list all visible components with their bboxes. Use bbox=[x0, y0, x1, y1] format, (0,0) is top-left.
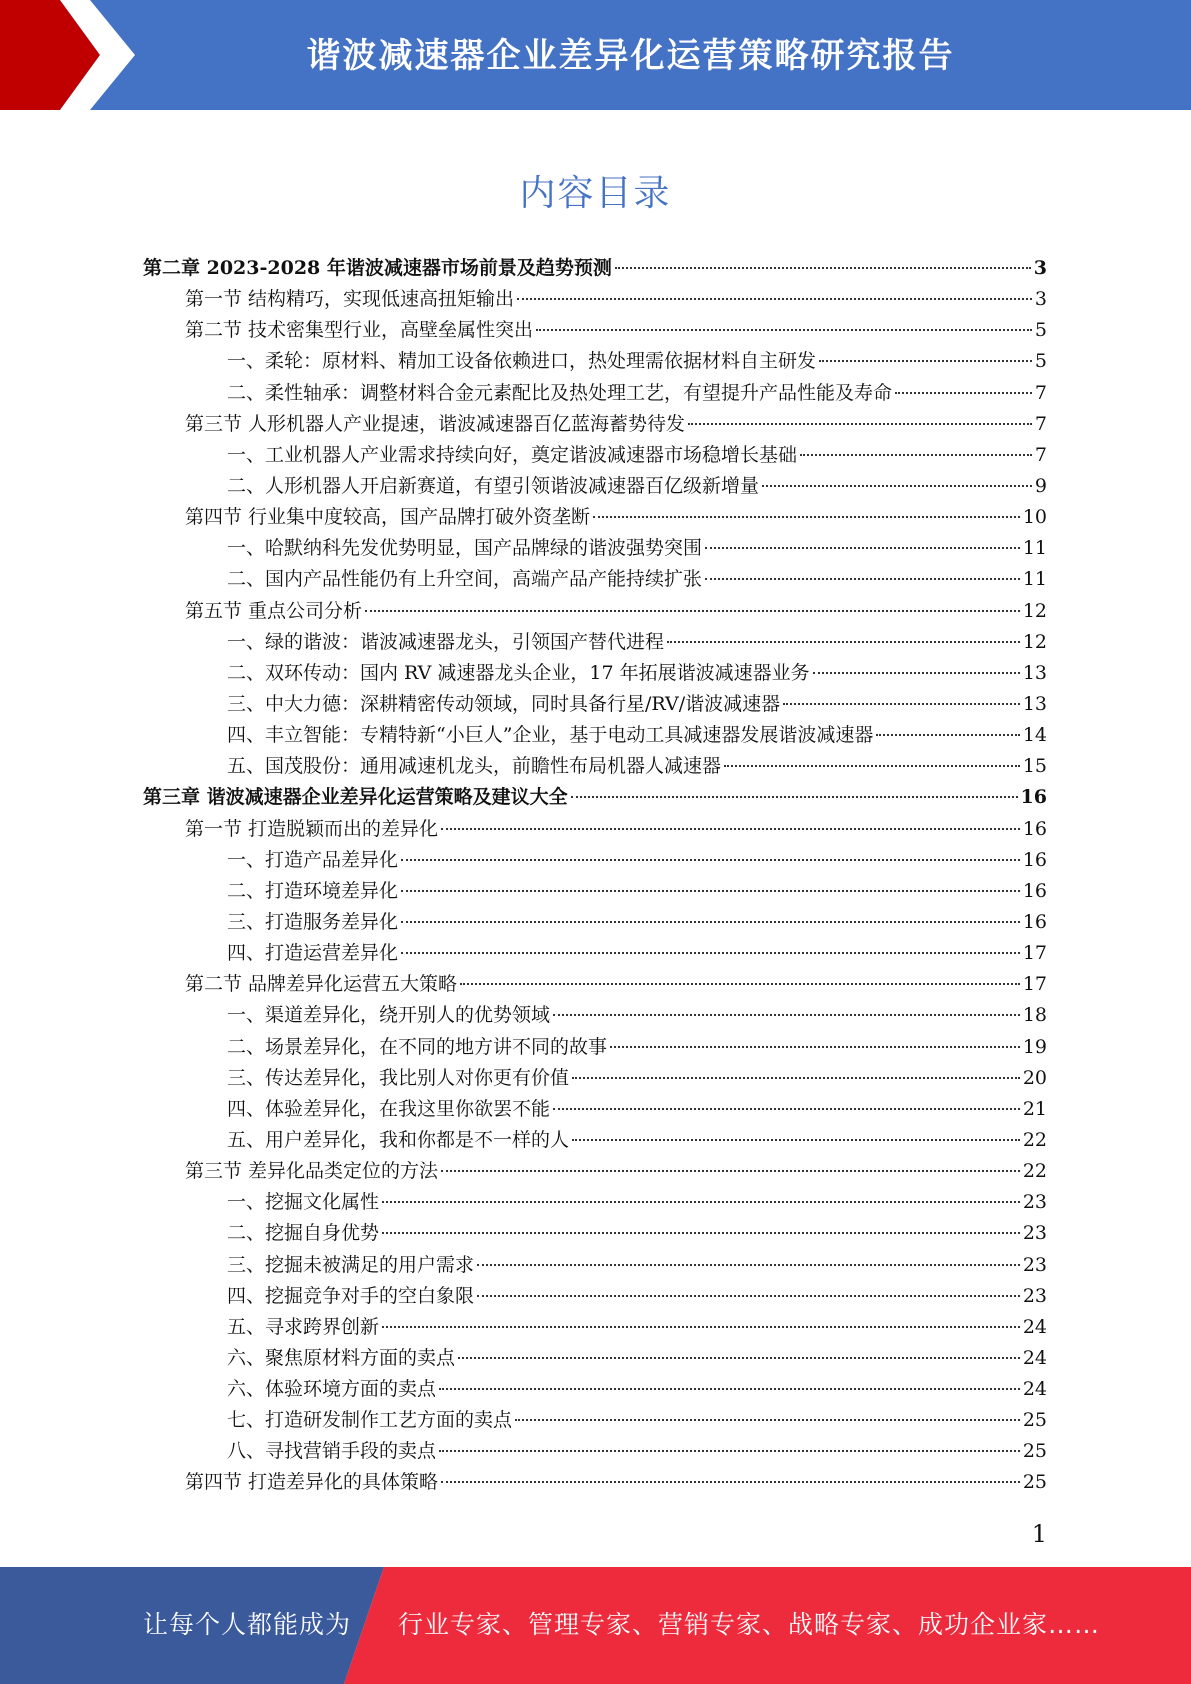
toc-dot-leader bbox=[724, 765, 1020, 767]
toc-entry-page: 16 bbox=[1022, 910, 1047, 933]
toc-entry[interactable] bbox=[143, 876, 1047, 907]
toc-entry[interactable] bbox=[143, 782, 1047, 813]
toc-entry-page: 16 bbox=[1022, 848, 1047, 871]
toc-dot-leader bbox=[439, 1450, 1020, 1452]
toc-entry[interactable] bbox=[143, 409, 1047, 440]
toc-entry[interactable] bbox=[143, 845, 1047, 876]
toc-entry-page: 3 bbox=[1033, 257, 1047, 279]
header-banner bbox=[0, 0, 1191, 110]
toc-entry-page: 21 bbox=[1022, 1097, 1047, 1120]
toc-entry-label: 五、寻求跨界创新 bbox=[227, 1315, 380, 1338]
toc-entry[interactable] bbox=[143, 1187, 1047, 1218]
toc-entry-label: 一、绿的谐波：谐波减速器龙头，引领国产替代进程 bbox=[227, 630, 665, 653]
toc-dot-leader bbox=[401, 890, 1020, 892]
toc-entry-label: 三、打造服务差异化 bbox=[227, 910, 399, 933]
toc-entry-label: 第二节 技术密集型行业，高壁垒属性突出 bbox=[185, 319, 534, 342]
toc-dot-leader bbox=[667, 641, 1020, 643]
toc-dot-leader bbox=[382, 1326, 1020, 1328]
toc-entry[interactable] bbox=[143, 814, 1047, 845]
toc-entry-page: 3 bbox=[1034, 288, 1047, 311]
toc-entry-label: 一、哈默纳科先发优势明显，国产品牌绿的谐波强势突围 bbox=[227, 537, 703, 560]
toc-entry-page: 23 bbox=[1022, 1253, 1047, 1276]
toc-entry-label: 四、打造运营差异化 bbox=[227, 942, 399, 965]
toc-entry-label: 二、双环传动：国内 RV 减速器龙头企业，17 年拓展谐波减速器业务 bbox=[227, 661, 810, 684]
toc-entry-page: 24 bbox=[1022, 1378, 1047, 1401]
toc-dot-leader bbox=[382, 1201, 1020, 1203]
toc-dot-leader bbox=[572, 1077, 1020, 1079]
footer-slogan-left: 让每个人都能成为 bbox=[143, 1610, 352, 1639]
toc-dot-leader bbox=[441, 1170, 1020, 1172]
toc-entry[interactable] bbox=[143, 938, 1047, 969]
toc-entry-page: 7 bbox=[1034, 443, 1047, 466]
toc-entry-label: 一、打造产品差异化 bbox=[227, 848, 399, 871]
toc-entry-page: 13 bbox=[1022, 661, 1047, 684]
toc-entry-label: 第四节 打造差异化的具体策略 bbox=[185, 1471, 439, 1494]
toc-entry-page: 25 bbox=[1022, 1440, 1047, 1463]
toc-entry-page: 5 bbox=[1034, 319, 1047, 342]
toc-dot-leader bbox=[762, 485, 1032, 487]
toc-entry[interactable] bbox=[143, 1218, 1047, 1249]
toc-entry[interactable] bbox=[143, 284, 1047, 315]
toc-dot-leader bbox=[688, 423, 1032, 425]
toc-entry-page: 22 bbox=[1022, 1160, 1047, 1183]
toc-entry-page: 23 bbox=[1022, 1284, 1047, 1307]
toc-entry[interactable] bbox=[143, 471, 1047, 502]
page-number: 1 bbox=[1031, 1520, 1047, 1548]
toc-dot-leader bbox=[783, 703, 1020, 705]
toc-entry-label: 一、挖掘文化属性 bbox=[227, 1191, 380, 1214]
toc-entry-label: 一、工业机器人产业需求持续向好，奠定谐波减速器市场稳增长基础 bbox=[227, 443, 798, 466]
toc-dot-leader bbox=[610, 1046, 1020, 1048]
toc-entry-page: 23 bbox=[1022, 1222, 1047, 1245]
toc-entry[interactable] bbox=[143, 502, 1047, 533]
toc-entry[interactable] bbox=[143, 596, 1047, 627]
toc-entry[interactable] bbox=[143, 1405, 1047, 1436]
toc-dot-leader bbox=[895, 392, 1032, 394]
toc-entry-page: 19 bbox=[1022, 1035, 1047, 1058]
toc-dot-leader bbox=[705, 578, 1020, 580]
toc-entry-label: 第三章 谐波减速器企业差异化运营策略及建议大全 bbox=[143, 786, 568, 809]
chevron-logo-icon bbox=[0, 0, 160, 110]
toc-heading: 内容目录 bbox=[519, 173, 672, 214]
toc-entry-page: 25 bbox=[1022, 1471, 1047, 1494]
toc-dot-leader bbox=[458, 1357, 1020, 1359]
toc-entry[interactable] bbox=[143, 1343, 1047, 1374]
toc-entry-label: 第一节 结构精巧，实现低速高扭矩输出 bbox=[185, 288, 515, 311]
toc-entry[interactable] bbox=[143, 1094, 1047, 1125]
toc-entry-page: 12 bbox=[1022, 630, 1047, 653]
toc-entry-label: 六、聚焦原材料方面的卖点 bbox=[227, 1346, 456, 1369]
toc-entry-label: 第三节 差异化品类定位的方法 bbox=[185, 1160, 439, 1183]
toc-entry[interactable] bbox=[143, 907, 1047, 938]
report-title: 谐波减速器企业差异化运营策略研究报告 bbox=[306, 36, 955, 76]
toc-dot-leader bbox=[571, 796, 1018, 798]
toc-entry-label: 三、传达差异化，我比别人对你更有价值 bbox=[227, 1066, 570, 1089]
toc-entry[interactable] bbox=[143, 1467, 1047, 1498]
toc-entry-label: 三、中大力德：深耕精密传动领域，同时具备行星/RV/谐波减速器 bbox=[227, 692, 781, 715]
toc-entry[interactable] bbox=[143, 440, 1047, 471]
toc-entry[interactable] bbox=[143, 627, 1047, 658]
toc-dot-leader bbox=[401, 921, 1020, 923]
toc-dot-leader bbox=[515, 1419, 1020, 1421]
toc-entry-label: 第三节 人形机器人产业提速，谐波减速器百亿蓝海蓄势待发 bbox=[185, 412, 686, 435]
toc-entry[interactable] bbox=[143, 751, 1047, 782]
toc-entry[interactable] bbox=[143, 969, 1047, 1000]
toc-dot-leader bbox=[593, 516, 1020, 518]
toc-entry-page: 23 bbox=[1022, 1191, 1047, 1214]
toc-dot-leader bbox=[365, 610, 1020, 612]
toc-dot-leader bbox=[439, 1388, 1020, 1390]
toc-entry-label: 二、打造环境差异化 bbox=[227, 879, 399, 902]
toc-entry-page: 17 bbox=[1022, 973, 1047, 996]
toc-entry-page: 24 bbox=[1022, 1315, 1047, 1338]
toc-entry-page: 13 bbox=[1022, 692, 1047, 715]
toc-entry-page: 11 bbox=[1022, 537, 1047, 560]
toc-dot-leader bbox=[441, 1481, 1020, 1483]
toc-entry-label: 二、柔性轴承：调整材料合金元素配比及热处理工艺，有望提升产品性能及寿命 bbox=[227, 381, 893, 404]
toc-entry[interactable] bbox=[143, 1250, 1047, 1281]
toc-entry-page: 16 bbox=[1022, 879, 1047, 902]
toc-entry-page: 18 bbox=[1022, 1004, 1047, 1027]
toc-entry-label: 五、用户差异化，我和你都是不一样的人 bbox=[227, 1128, 570, 1151]
toc-entry[interactable] bbox=[143, 346, 1047, 377]
toc-entry[interactable] bbox=[143, 1374, 1047, 1405]
toc-dot-leader bbox=[813, 672, 1020, 674]
toc-entry-label: 四、体验差异化，在我这里你欲罢不能 bbox=[227, 1097, 551, 1120]
toc-dot-leader bbox=[477, 1295, 1020, 1297]
toc-entry-label: 一、柔轮：原材料、精加工设备依赖进口，热处理需依据材料自主研发 bbox=[227, 350, 817, 373]
toc-entry[interactable] bbox=[143, 1063, 1047, 1094]
footer-banner bbox=[0, 1567, 1191, 1684]
toc-entry-page: 20 bbox=[1022, 1066, 1047, 1089]
toc-entry[interactable] bbox=[143, 1000, 1047, 1031]
toc-entry[interactable] bbox=[143, 1125, 1047, 1156]
toc-entry[interactable] bbox=[143, 689, 1047, 720]
table-of-contents bbox=[143, 253, 1047, 1499]
toc-entry-label: 第二节 品牌差异化运营五大策略 bbox=[185, 973, 458, 996]
toc-entry-label: 第二章 2023-2028 年谐波减速器市场前景及趋势预测 bbox=[143, 257, 612, 279]
toc-dot-leader bbox=[441, 828, 1020, 830]
toc-dot-leader bbox=[382, 1232, 1020, 1234]
toc-entry[interactable] bbox=[143, 1312, 1047, 1343]
toc-entry[interactable] bbox=[143, 378, 1047, 409]
toc-dot-leader bbox=[572, 1139, 1020, 1141]
toc-entry-page: 25 bbox=[1022, 1409, 1047, 1432]
toc-entry[interactable] bbox=[143, 533, 1047, 564]
toc-dot-leader bbox=[517, 298, 1032, 300]
toc-entry-label: 二、场景差异化，在不同的地方讲不同的故事 bbox=[227, 1035, 608, 1058]
toc-entry-page: 9 bbox=[1034, 474, 1047, 497]
toc-entry-page: 10 bbox=[1022, 506, 1047, 529]
toc-entry-label: 四、丰立智能：专精特新“小巨人”企业，基于电动工具减速器发展谐波减速器 bbox=[227, 724, 874, 747]
toc-entry-label: 第一节 打造脱颖而出的差异化 bbox=[185, 817, 439, 840]
toc-dot-leader bbox=[800, 454, 1032, 456]
toc-entry[interactable] bbox=[143, 253, 1047, 284]
toc-entry-page: 15 bbox=[1022, 755, 1047, 778]
toc-entry-label: 二、国内产品性能仍有上升空间，高端产品产能持续扩张 bbox=[227, 568, 703, 591]
toc-entry-page: 7 bbox=[1034, 381, 1047, 404]
toc-entry-label: 七、打造研发制作工艺方面的卖点 bbox=[227, 1409, 513, 1432]
toc-entry-label: 六、体验环境方面的卖点 bbox=[227, 1378, 437, 1401]
toc-entry-label: 二、挖掘自身优势 bbox=[227, 1222, 380, 1245]
toc-entry-page: 5 bbox=[1034, 350, 1047, 373]
toc-entry-page: 12 bbox=[1022, 599, 1047, 622]
toc-entry-label: 五、国茂股份：通用减速机龙头，前瞻性布局机器人减速器 bbox=[227, 755, 722, 778]
toc-dot-leader bbox=[536, 329, 1032, 331]
toc-entry-page: 16 bbox=[1022, 817, 1047, 840]
toc-entry[interactable] bbox=[143, 720, 1047, 751]
toc-entry[interactable] bbox=[143, 1281, 1047, 1312]
footer-slogan-right: 行业专家、管理专家、营销专家、战略专家、成功企业家…… bbox=[398, 1610, 1101, 1639]
toc-entry[interactable] bbox=[143, 564, 1047, 595]
toc-entry[interactable] bbox=[143, 1032, 1047, 1063]
toc-dot-leader bbox=[401, 859, 1020, 861]
toc-entry-page: 17 bbox=[1022, 942, 1047, 965]
toc-entry-page: 14 bbox=[1022, 724, 1047, 747]
toc-dot-leader bbox=[477, 1264, 1020, 1266]
toc-dot-leader bbox=[401, 952, 1020, 954]
toc-dot-leader bbox=[553, 1108, 1020, 1110]
toc-entry-page: 24 bbox=[1022, 1346, 1047, 1369]
toc-dot-leader bbox=[705, 547, 1020, 549]
toc-entry[interactable] bbox=[143, 1156, 1047, 1187]
toc-entry-label: 三、挖掘未被满足的用户需求 bbox=[227, 1253, 475, 1276]
toc-entry[interactable] bbox=[143, 658, 1047, 689]
toc-entry-page: 16 bbox=[1020, 786, 1047, 809]
toc-dot-leader bbox=[876, 734, 1019, 736]
toc-entry-label: 第四节 行业集中度较高，国产品牌打破外资垄断 bbox=[185, 506, 591, 529]
toc-dot-leader bbox=[615, 267, 1031, 269]
toc-entry-label: 一、渠道差异化，绕开别人的优势领域 bbox=[227, 1004, 551, 1027]
toc-entry-label: 四、挖掘竞争对手的空白象限 bbox=[227, 1284, 475, 1307]
toc-entry[interactable] bbox=[143, 1436, 1047, 1467]
toc-dot-leader bbox=[460, 983, 1020, 985]
toc-entry-page: 11 bbox=[1022, 568, 1047, 591]
toc-dot-leader bbox=[553, 1014, 1020, 1016]
toc-entry-label: 八、寻找营销手段的卖点 bbox=[227, 1440, 437, 1463]
toc-entry-label: 第五节 重点公司分析 bbox=[185, 599, 363, 622]
toc-entry[interactable] bbox=[143, 315, 1047, 346]
toc-entry-page: 22 bbox=[1022, 1128, 1047, 1151]
toc-entry-page: 7 bbox=[1034, 412, 1047, 435]
toc-entry-label: 二、人形机器人开启新赛道，有望引领谐波减速器百亿级新增量 bbox=[227, 474, 760, 497]
toc-dot-leader bbox=[819, 360, 1032, 362]
